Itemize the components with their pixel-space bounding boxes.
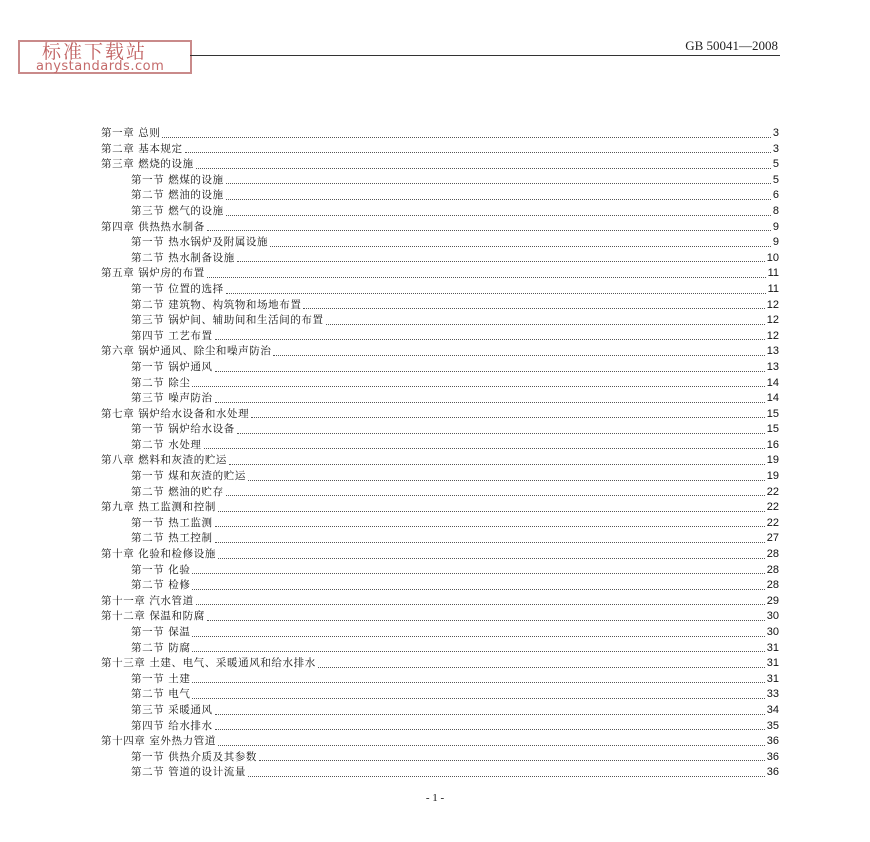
toc-page-number: 13 bbox=[766, 345, 779, 358]
toc-section-row[interactable] bbox=[101, 516, 779, 532]
toc-dot-leader bbox=[318, 667, 765, 668]
toc-page-number: 9 bbox=[772, 220, 779, 233]
toc-page-number: 12 bbox=[766, 329, 779, 342]
toc-section-row[interactable] bbox=[101, 204, 779, 220]
page-number: - 1 - bbox=[425, 792, 445, 804]
toc-page-number: 11 bbox=[767, 282, 779, 295]
toc-entry-title: 第七章 锅炉给水设备和水处理 bbox=[101, 407, 250, 420]
toc-entry-title: 第一节 锅炉给水设备 bbox=[131, 423, 235, 436]
toc-section-row[interactable] bbox=[101, 251, 779, 267]
toc-dot-leader bbox=[226, 199, 771, 200]
toc-entry-title: 第二节 除尘 bbox=[131, 376, 191, 389]
toc-dot-leader bbox=[196, 168, 771, 169]
toc-page-number: 22 bbox=[766, 485, 779, 498]
toc-section-row[interactable] bbox=[101, 282, 779, 298]
toc-entry-title: 第二节 燃油的贮存 bbox=[131, 485, 224, 498]
toc-page-number: 36 bbox=[766, 750, 779, 763]
toc-dot-leader bbox=[248, 480, 765, 481]
toc-entry-title: 第二节 建筑物、构筑物和场地布置 bbox=[131, 298, 302, 311]
toc-chapter-row[interactable] bbox=[101, 594, 779, 610]
toc-dot-leader bbox=[303, 308, 764, 309]
toc-dot-leader bbox=[192, 386, 764, 387]
toc-entry-title: 第一节 煤和灰渣的贮运 bbox=[131, 470, 246, 483]
toc-dot-leader bbox=[192, 651, 764, 652]
toc-chapter-row[interactable] bbox=[101, 142, 779, 158]
toc-dot-leader bbox=[192, 573, 764, 574]
toc-page-number: 8 bbox=[772, 204, 779, 217]
toc-section-row[interactable] bbox=[101, 485, 779, 501]
toc-page-number: 14 bbox=[766, 376, 779, 389]
toc-entry-title: 第十章 化验和检修设施 bbox=[101, 548, 216, 561]
toc-chapter-row[interactable] bbox=[101, 453, 779, 469]
toc-dot-leader bbox=[218, 745, 765, 746]
toc-section-row[interactable] bbox=[101, 687, 779, 703]
toc-section-row[interactable] bbox=[101, 391, 779, 407]
toc-section-row[interactable] bbox=[101, 531, 779, 547]
toc-chapter-row[interactable] bbox=[101, 547, 779, 563]
toc-entry-title: 第二节 热工控制 bbox=[131, 532, 213, 545]
toc-section-row[interactable] bbox=[101, 173, 779, 189]
table-of-contents bbox=[101, 126, 779, 781]
toc-dot-leader bbox=[162, 137, 770, 138]
toc-dot-leader bbox=[270, 246, 771, 247]
toc-section-row[interactable] bbox=[101, 438, 779, 454]
toc-dot-leader bbox=[192, 682, 764, 683]
toc-entry-title: 第三节 采暖通风 bbox=[131, 703, 213, 716]
toc-page-number: 22 bbox=[766, 501, 779, 514]
toc-dot-leader bbox=[273, 355, 764, 356]
toc-dot-leader bbox=[207, 230, 771, 231]
toc-entry-title: 第一章 总则 bbox=[101, 127, 161, 139]
toc-entry-title: 第一节 热工监测 bbox=[131, 516, 213, 529]
toc-entry-title: 第五章 锅炉房的布置 bbox=[101, 267, 205, 280]
toc-page-number: 19 bbox=[766, 470, 779, 483]
toc-page-number: 12 bbox=[766, 298, 779, 311]
toc-entry-title: 第十三章 土建、电气、采暖通风和给水排水 bbox=[101, 657, 316, 670]
header-rule bbox=[190, 55, 780, 56]
toc-chapter-row[interactable] bbox=[101, 157, 779, 173]
toc-entry-title: 第九章 热工监测和控制 bbox=[101, 501, 216, 514]
toc-dot-leader bbox=[192, 589, 764, 590]
toc-chapter-row[interactable] bbox=[101, 500, 779, 516]
toc-page-number: 14 bbox=[766, 392, 779, 405]
toc-page-number: 31 bbox=[766, 672, 779, 685]
toc-section-row[interactable] bbox=[101, 298, 779, 314]
toc-page-number: 15 bbox=[766, 407, 779, 420]
toc-page-number: 28 bbox=[766, 548, 779, 561]
toc-page-number: 16 bbox=[766, 438, 779, 451]
toc-section-row[interactable] bbox=[101, 719, 779, 735]
toc-dot-leader bbox=[251, 417, 765, 418]
toc-chapter-row[interactable] bbox=[101, 126, 779, 142]
toc-page-number: 10 bbox=[766, 251, 779, 264]
toc-entry-title: 第一节 热水锅炉及附属设施 bbox=[131, 236, 269, 249]
toc-page-number: 13 bbox=[766, 360, 779, 373]
toc-page-number: 28 bbox=[766, 563, 779, 576]
toc-section-row[interactable] bbox=[101, 313, 779, 329]
toc-entry-title: 第六章 锅炉通风、除尘和噪声防治 bbox=[101, 345, 272, 358]
toc-page-number: 36 bbox=[766, 766, 779, 779]
toc-page-number: 31 bbox=[766, 657, 779, 670]
toc-page-number: 31 bbox=[766, 641, 779, 654]
watermark-url: anystandards.com bbox=[36, 59, 165, 74]
standard-code: GB 50041—2008 bbox=[685, 38, 778, 53]
toc-page-number: 3 bbox=[772, 127, 779, 139]
toc-dot-leader bbox=[226, 293, 766, 294]
toc-dot-leader bbox=[215, 729, 765, 730]
toc-page-number: 6 bbox=[772, 189, 779, 202]
toc-dot-leader bbox=[229, 464, 765, 465]
toc-page-number: 22 bbox=[766, 516, 779, 529]
toc-chapter-row[interactable] bbox=[101, 407, 779, 423]
toc-section-row[interactable] bbox=[101, 672, 779, 688]
toc-entry-title: 第二章 基本规定 bbox=[101, 142, 183, 155]
toc-entry-title: 第八章 燃料和灰渣的贮运 bbox=[101, 454, 228, 467]
toc-page-number: 15 bbox=[766, 423, 779, 436]
toc-page-number: 27 bbox=[766, 532, 779, 545]
toc-dot-leader bbox=[226, 495, 765, 496]
toc-page-number: 5 bbox=[772, 173, 779, 186]
toc-entry-title: 第三节 锅炉间、辅助间和生活间的布置 bbox=[131, 314, 324, 327]
toc-dot-leader bbox=[226, 183, 771, 184]
toc-chapter-row[interactable] bbox=[101, 266, 779, 282]
toc-entry-title: 第三节 噪声防治 bbox=[131, 392, 213, 405]
toc-entry-title: 第十一章 汽水管道 bbox=[101, 594, 194, 607]
toc-entry-title: 第一节 土建 bbox=[131, 672, 191, 685]
toc-section-row[interactable] bbox=[101, 360, 779, 376]
toc-entry-title: 第四章 供热热水制备 bbox=[101, 220, 205, 233]
toc-dot-leader bbox=[215, 542, 765, 543]
toc-entry-title: 第三节 燃气的设施 bbox=[131, 204, 224, 217]
toc-entry-title: 第一节 供热介质及其参数 bbox=[131, 750, 258, 763]
toc-dot-leader bbox=[259, 760, 765, 761]
toc-dot-leader bbox=[207, 277, 766, 278]
toc-dot-leader bbox=[237, 261, 765, 262]
toc-entry-title: 第二节 水处理 bbox=[131, 438, 202, 451]
toc-entry-title: 第二节 防腐 bbox=[131, 641, 191, 654]
toc-entry-title: 第十二章 保温和防腐 bbox=[101, 610, 205, 623]
toc-dot-leader bbox=[248, 776, 765, 777]
toc-dot-leader bbox=[215, 526, 765, 527]
toc-section-row[interactable] bbox=[101, 625, 779, 641]
toc-chapter-row[interactable] bbox=[101, 734, 779, 750]
toc-dot-leader bbox=[207, 620, 765, 621]
toc-page-number: 9 bbox=[772, 236, 779, 249]
toc-entry-title: 第一节 位置的选择 bbox=[131, 282, 224, 295]
toc-entry-title: 第一节 锅炉通风 bbox=[131, 360, 213, 373]
toc-entry-title: 第一节 燃煤的设施 bbox=[131, 173, 224, 186]
toc-section-row[interactable] bbox=[101, 750, 779, 766]
toc-dot-leader bbox=[215, 714, 765, 715]
toc-chapter-row[interactable] bbox=[101, 220, 779, 236]
toc-page-number: 30 bbox=[766, 626, 779, 638]
toc-page-number: 12 bbox=[766, 314, 779, 327]
toc-section-row[interactable] bbox=[101, 641, 779, 657]
toc-page-number: 19 bbox=[766, 454, 779, 467]
toc-page-number: 28 bbox=[766, 579, 779, 592]
toc-section-row[interactable] bbox=[101, 765, 779, 781]
toc-entry-title: 第二节 电气 bbox=[131, 688, 191, 701]
toc-dot-leader bbox=[192, 636, 764, 637]
toc-chapter-row[interactable] bbox=[101, 656, 779, 672]
toc-section-row[interactable] bbox=[101, 235, 779, 251]
toc-entry-title: 第一节 保温 bbox=[131, 626, 191, 638]
toc-dot-leader bbox=[215, 402, 765, 403]
toc-dot-leader bbox=[215, 339, 765, 340]
toc-dot-leader bbox=[226, 215, 771, 216]
toc-section-row[interactable] bbox=[101, 329, 779, 345]
toc-entry-title: 第一节 化验 bbox=[131, 563, 191, 576]
toc-section-row[interactable] bbox=[101, 188, 779, 204]
toc-entry-title: 第三章 燃烧的设施 bbox=[101, 158, 194, 171]
toc-entry-title: 第十四章 室外热力管道 bbox=[101, 735, 216, 748]
toc-section-row[interactable] bbox=[101, 376, 779, 392]
toc-dot-leader bbox=[196, 604, 765, 605]
toc-dot-leader bbox=[237, 433, 765, 434]
toc-entry-title: 第二节 热水制备设施 bbox=[131, 251, 235, 264]
toc-entry-title: 第四节 给水排水 bbox=[131, 719, 213, 732]
toc-entry-title: 第二节 燃油的设施 bbox=[131, 189, 224, 202]
toc-page-number: 5 bbox=[772, 158, 779, 171]
toc-section-row[interactable] bbox=[101, 469, 779, 485]
toc-entry-title: 第二节 检修 bbox=[131, 579, 191, 592]
watermark-title: 标准下载站 bbox=[42, 41, 148, 63]
toc-page-number: 11 bbox=[767, 267, 779, 280]
toc-section-row[interactable] bbox=[101, 422, 779, 438]
toc-page-number: 33 bbox=[766, 688, 779, 701]
toc-page-number: 35 bbox=[766, 719, 779, 732]
toc-dot-leader bbox=[204, 448, 765, 449]
toc-page-number: 34 bbox=[766, 703, 779, 716]
toc-chapter-row[interactable] bbox=[101, 344, 779, 360]
toc-page-number: 3 bbox=[772, 142, 779, 155]
toc-dot-leader bbox=[192, 698, 764, 699]
toc-page-number: 36 bbox=[766, 735, 779, 748]
toc-chapter-row[interactable] bbox=[101, 609, 779, 625]
toc-page-number: 29 bbox=[766, 594, 779, 607]
watermark-stamp bbox=[18, 40, 192, 74]
toc-section-row[interactable] bbox=[101, 578, 779, 594]
toc-section-row[interactable] bbox=[101, 703, 779, 719]
toc-dot-leader bbox=[185, 152, 771, 153]
toc-section-row[interactable] bbox=[101, 563, 779, 579]
toc-page-number: 30 bbox=[766, 610, 779, 623]
toc-entry-title: 第二节 管道的设计流量 bbox=[131, 766, 246, 779]
toc-dot-leader bbox=[326, 324, 765, 325]
toc-dot-leader bbox=[218, 558, 765, 559]
toc-dot-leader bbox=[215, 371, 765, 372]
toc-dot-leader bbox=[218, 511, 765, 512]
toc-entry-title: 第四节 工艺布置 bbox=[131, 329, 213, 342]
